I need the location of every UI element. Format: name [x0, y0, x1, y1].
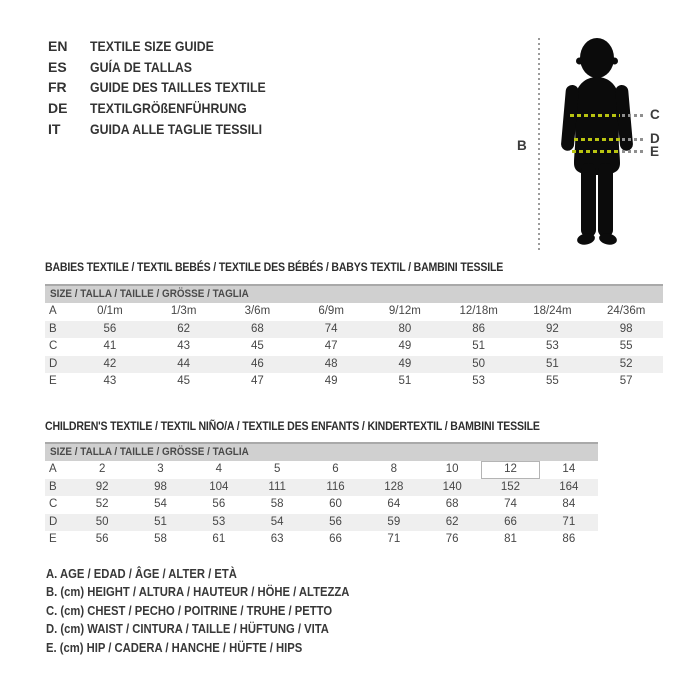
size-cell: 43	[103, 375, 117, 387]
table-row	[45, 303, 663, 321]
language-row	[48, 98, 290, 119]
size-cell: 56	[103, 322, 117, 335]
size-cell: 14	[562, 463, 576, 475]
legend-item-text: A. AGE / EDAD / ÂGE / ALTER / ETÀ	[46, 567, 237, 581]
table-row	[45, 461, 598, 479]
size-cell: 18/24m	[533, 305, 572, 317]
size-cell: 86	[472, 322, 486, 335]
silhouette-head	[580, 38, 614, 78]
size-cell: 66	[504, 515, 517, 528]
table-row	[45, 356, 663, 374]
size-cell: 1/3m	[170, 305, 197, 317]
measurement-legend	[46, 565, 383, 657]
legend-item	[46, 602, 383, 620]
size-cell: 10	[445, 463, 459, 475]
size-cell: 44	[177, 357, 191, 370]
size-header-row	[45, 284, 663, 303]
size-cell: 61	[212, 533, 226, 545]
legend-item-text: C. (cm) CHEST / PECHO / POITRINE / TRUHE / PETTO	[46, 603, 333, 618]
children-size-table	[45, 442, 598, 549]
chest-guide-line	[622, 114, 645, 117]
size-cell: 62	[177, 322, 191, 335]
size-cell: 42	[103, 357, 117, 370]
size-cell: 76	[445, 533, 459, 545]
size-cell: 50	[95, 515, 109, 528]
size-cell: 86	[562, 533, 576, 545]
row-label-cell: D	[49, 515, 58, 528]
size-cell: 64	[387, 498, 401, 510]
legend-item	[46, 583, 383, 601]
size-cell: 47	[250, 375, 264, 387]
size-header-text: SIZE / TALLA / TAILLE / GRÖSSE / TAGLIA	[50, 288, 249, 300]
language-code: DE	[48, 100, 68, 117]
language-row	[48, 77, 290, 98]
row-label-cell: B	[49, 322, 57, 335]
hip-measure-line	[572, 150, 620, 153]
legend-item	[46, 565, 383, 583]
size-cell: 62	[445, 515, 459, 528]
size-cell: 59	[387, 515, 401, 528]
size-cell: 56	[95, 533, 109, 545]
size-cell: 71	[562, 515, 576, 528]
size-cell: 3	[157, 463, 164, 475]
size-cell: 9/12m	[388, 305, 421, 317]
size-cell: 54	[270, 515, 284, 528]
size-cell: 3/6m	[244, 305, 271, 317]
row-label-cell: E	[49, 375, 57, 387]
size-cell: 80	[398, 322, 412, 335]
legend-item	[46, 639, 383, 657]
table-row	[45, 373, 663, 391]
size-cell: 57	[619, 375, 633, 387]
table-row	[45, 514, 598, 532]
language-code: FR	[48, 79, 67, 96]
language-title-text: GUIDA ALLE TAGLIE TESSILI	[90, 120, 263, 137]
highlighted-size-cell: 12	[481, 461, 539, 479]
waist-guide-line	[622, 138, 645, 141]
size-cell: 116	[326, 480, 345, 493]
waist-label-d: D	[650, 131, 660, 146]
language-code: IT	[48, 120, 61, 137]
hip-guide-line	[622, 150, 645, 153]
legend-item	[46, 620, 383, 638]
size-cell: 52	[619, 357, 633, 370]
size-cell: 51	[398, 375, 412, 387]
size-cell: 92	[95, 480, 109, 493]
size-cell: 58	[154, 533, 167, 545]
chest-label-c: C	[650, 107, 660, 122]
legend-item-text: D. (cm) WAIST / CINTURA / TAILLE / HÜFTUNG / VITA	[46, 622, 329, 637]
language-title-text: TEXTILE SIZE GUIDE	[90, 38, 214, 55]
size-cell: 41	[103, 340, 117, 352]
size-cell: 81	[504, 533, 517, 545]
size-cell: 2	[98, 463, 106, 475]
size-cell: 43	[177, 340, 191, 352]
language-list	[48, 36, 290, 139]
row-label-cell: C	[49, 340, 58, 352]
size-cell: 49	[398, 340, 412, 352]
size-cell: 4	[215, 463, 223, 475]
babies-section-title: BABIES TEXTILE / TEXTIL BEBÉS / TEXTILE DES BÉBÉS / BABYS TEXTIL / BAMBINI TESSILE	[45, 260, 504, 274]
language-code: EN	[48, 38, 68, 55]
size-cell: 46	[250, 357, 264, 370]
row-label-cell: B	[49, 480, 57, 493]
row-label-cell: A	[49, 305, 57, 317]
table-row	[45, 479, 598, 497]
size-cell: 8	[390, 463, 398, 475]
size-cell: 53	[472, 375, 486, 387]
children-section-title: CHILDREN'S TEXTILE / TEXTIL NIÑO/A / TEXTILE DES ENFANTS / KINDERTEXTIL / BAMBINI TESSILE	[45, 419, 540, 433]
language-title	[90, 38, 231, 54]
size-cell: 164	[559, 480, 579, 493]
size-cell: 68	[250, 322, 264, 335]
row-label-cell: A	[49, 463, 57, 475]
size-cell: 6/9m	[318, 305, 344, 317]
size-cell: 92	[545, 322, 559, 335]
size-cell: 52	[95, 498, 109, 510]
waist-measure-line	[574, 138, 620, 141]
language-row	[48, 118, 290, 139]
size-cell: 68	[445, 498, 459, 510]
language-title-text: GUIDE DES TAILLES TEXTILE	[90, 79, 266, 96]
babies-size-table	[45, 284, 663, 391]
table-row	[45, 321, 663, 339]
size-cell: 74	[504, 498, 517, 510]
size-cell: 128	[384, 480, 404, 493]
size-cell: 98	[154, 480, 167, 493]
size-cell: 140	[442, 480, 462, 493]
size-cell: 63	[270, 533, 284, 545]
row-label-cell: D	[49, 357, 58, 370]
language-row	[48, 57, 290, 78]
size-cell: 152	[500, 480, 521, 493]
size-cell: 84	[562, 498, 576, 510]
size-cell: 51	[545, 357, 559, 370]
size-cell: 53	[545, 340, 559, 352]
language-title	[90, 121, 285, 137]
size-cell: 54	[154, 498, 167, 510]
language-title-text: GUÍA DE TALLAS	[90, 58, 192, 75]
chest-measure-line	[570, 114, 620, 117]
language-code: ES	[48, 58, 67, 75]
size-cell: 51	[154, 515, 167, 528]
size-cell: 12/18m	[459, 305, 498, 317]
hip-label-e: E	[650, 144, 660, 159]
size-cell: 5	[273, 463, 281, 475]
legend-item-text: B. (cm) HEIGHT / ALTURA / HAUTEUR / HÖHE / ALTEZZA	[46, 585, 350, 600]
language-title-text: TEXTILGRÖßENFÜHRUNG	[90, 100, 247, 117]
table-row	[45, 496, 598, 514]
size-cell: 56	[212, 498, 226, 510]
size-cell: 51	[472, 340, 486, 352]
size-cell: 45	[177, 375, 191, 387]
size-cell: 66	[329, 533, 342, 545]
size-header-text: SIZE / TALLA / TAILLE / GRÖSSE / TAGLIA	[50, 446, 249, 458]
height-label-b: B	[517, 138, 527, 153]
language-title	[90, 100, 268, 116]
size-cell: 71	[387, 533, 401, 545]
size-cell: 48	[324, 357, 338, 370]
size-cell: 60	[329, 498, 342, 510]
size-cell: 6	[332, 463, 339, 475]
table-row	[45, 338, 663, 356]
size-cell: 53	[212, 515, 226, 528]
size-cell: 49	[324, 375, 338, 387]
size-cell: 50	[472, 357, 486, 370]
silhouette-leg-left	[581, 163, 596, 237]
size-cell: 98	[619, 322, 633, 335]
size-cell: 47	[324, 340, 338, 352]
silhouette-leg-right	[598, 163, 613, 237]
size-cell: 104	[209, 480, 229, 493]
language-title	[90, 79, 290, 95]
legend-item-text: E. (cm) HIP / CADERA / HANCHE / HÜFTE / HIPS	[46, 640, 303, 655]
language-row	[48, 36, 290, 57]
size-cell: 24/36m	[606, 305, 646, 317]
language-title	[90, 59, 206, 75]
row-label-cell: C	[49, 498, 58, 510]
size-cell: 55	[545, 375, 559, 387]
size-cell: 111	[268, 480, 286, 493]
size-cell: 49	[398, 357, 412, 370]
size-cell: 58	[270, 498, 284, 510]
size-cell: 45	[250, 340, 264, 352]
size-header-row	[45, 442, 598, 461]
row-label-cell: E	[49, 533, 57, 545]
table-row	[45, 531, 598, 549]
height-guide-line	[538, 38, 540, 250]
size-cell: 0/1m	[97, 305, 123, 317]
silhouette-torso	[574, 77, 620, 175]
size-cell: 74	[324, 322, 338, 335]
size-cell: 56	[329, 515, 342, 528]
size-cell: 55	[619, 340, 633, 352]
